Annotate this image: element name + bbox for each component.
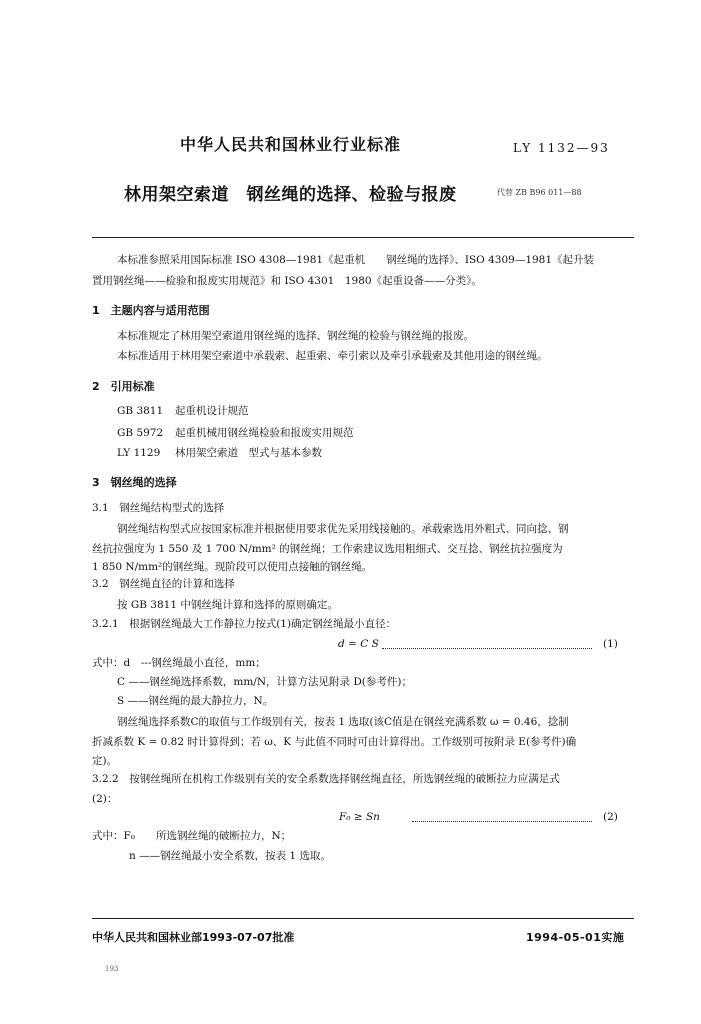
section-1-heading: 1 主题内容与适用范围: [92, 304, 210, 317]
page-number: 193: [105, 965, 119, 973]
where-1-c: C ——钢丝绳选择系数，mm/N，计算方法见附录 D(参考件)；: [117, 676, 412, 688]
document-title: 林用架空索道 钢丝绳的选择、检验与报废: [124, 185, 457, 205]
reference-title: 起重机设计规范: [175, 405, 249, 417]
standard-number: LY 1132—93: [513, 141, 610, 155]
equation-2-leader: [412, 811, 592, 822]
section-3-2-2-line-1: 3.2.2 按钢丝绳所在机构工作级别有关的安全系数选择钢丝绳直径，所选钢丝绳的破断拉力应满足式: [92, 773, 560, 785]
equation-2: F₀ ≥ Sn: [339, 811, 380, 823]
bottom-divider: [92, 918, 634, 919]
equation-1-leader: [382, 638, 592, 649]
approval-line: 中华人民共和国林业部1993-07-07批准: [92, 931, 295, 944]
section-3-2-heading: 3.2 钢丝绳直径的计算和选择: [92, 578, 235, 590]
coefficient-line-2: 折减系数 K = 0.82 时计算得到；若 ω、K 与此值不同时可由计算得出。工作级别可按附录 E(参考件)确: [92, 736, 577, 748]
section-3-2-1-line-1: 3.2.1 根据钢丝绳最大工作静拉力按式(1)确定钢丝绳最小直径：: [92, 618, 397, 630]
intro-line-1: 本标准参照采用国际标准 ISO 4308—1981《起重机 钢丝绳的选择》、ISO 4309—1981《起升装: [117, 254, 595, 266]
replaces-note: 代替 ZB B96 011—88: [497, 188, 582, 197]
section-3-1-line-2: 丝抗拉强度为 1 550 及 1 700 N/mm² 的钢丝绳；工作索建议选用粗细式、交互捻、钢丝抗拉强度为: [92, 543, 563, 555]
coefficient-line-3: 定)。: [92, 755, 118, 767]
section-3-2-line-1: 按 GB 3811 中钢丝绳计算和选择的原则确定。: [117, 599, 338, 611]
reference-title: 林用架空索道 型式与基本参数: [175, 447, 322, 459]
section-2-heading: 2 引用标准: [92, 380, 155, 393]
where-2-f: 式中：F₀ 所选钢丝绳的破断拉力，N；: [92, 830, 292, 842]
reference-code: GB 5972: [117, 427, 164, 439]
where-1-d: 式中：d ---钢丝绳最小直径，mm；: [92, 657, 266, 669]
equation-2-number: (2): [603, 811, 618, 823]
section-3-1-line-3: 1 850 N/mm²的钢丝绳。现阶段可以使用点接触的钢丝绳。: [92, 561, 373, 573]
section-3-1-heading: 3.1 钢丝绳结构型式的选择: [92, 502, 225, 514]
reference-title: 起重机械用钢丝绳检验和报废实用规范: [175, 427, 354, 439]
equation-1-number: (1): [603, 638, 618, 650]
section-3-2-2-line-2: (2)：: [92, 793, 118, 805]
section-3-heading: 3 钢丝绳的选择: [92, 476, 177, 489]
effective-date: 1994-05-01实施: [526, 931, 625, 944]
where-2-n: n ——钢丝绳最小安全系数，按表 1 选取。: [129, 850, 331, 862]
top-divider: [92, 237, 634, 238]
where-1-s: S ——钢丝绳的最大静拉力，N。: [117, 695, 274, 707]
coefficient-line-1: 钢丝绳选择系数C的取值与工作级别有关，按表 1 选取(该C值是在钢丝充满系数 ω = 0.46，捻制: [117, 716, 569, 728]
section-1-paragraph-2: 本标准适用于林用架空索道中承载索、起重索、牵引索以及牵引承载索及其他用途的钢丝绳。: [117, 350, 548, 362]
section-1-paragraph-1: 本标准规定了林用架空索道用钢丝绳的选择、钢丝绳的检验与钢丝绳的报废。: [117, 330, 474, 342]
intro-line-2: 置用钢丝绳——检验和报废实用规范》和 ISO 4301 1980《起重设备——分类》。: [92, 275, 482, 287]
reference-code: LY 1129: [117, 447, 161, 459]
reference-code: GB 3811: [117, 405, 164, 417]
section-3-1-line-1: 钢丝绳结构型式应按国家标准并根据使用要求优先采用线接触的。承载索选用外粗式、同向捻、钢: [117, 523, 569, 535]
equation-1: d = C S: [338, 638, 379, 650]
org-title: 中华人民共和国林业行业标准: [180, 135, 402, 154]
